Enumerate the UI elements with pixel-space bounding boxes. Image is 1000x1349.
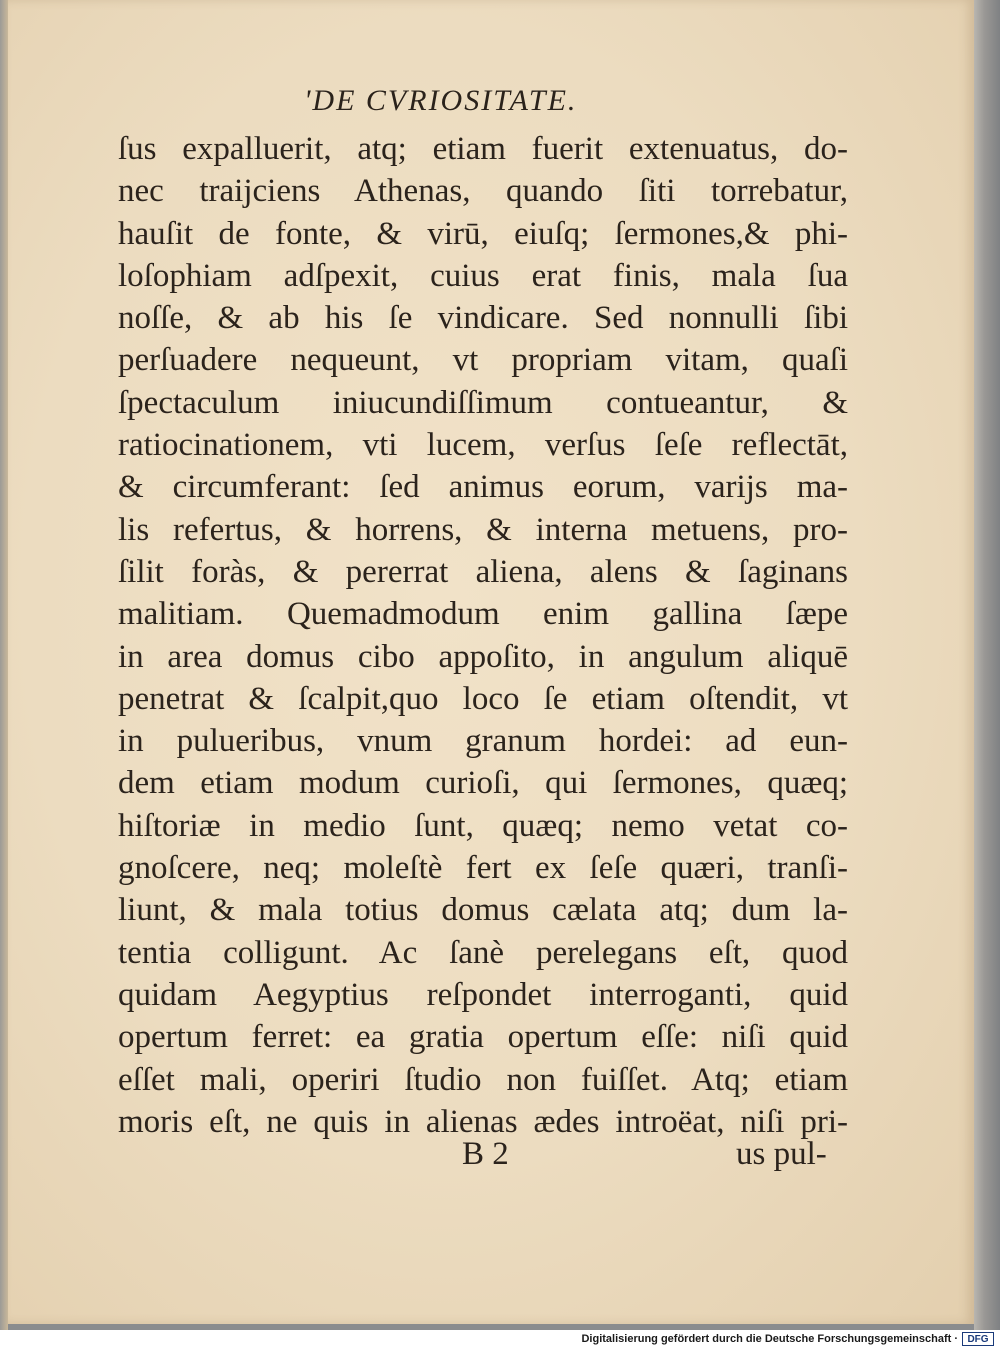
dfg-logo: DFG <box>962 1332 994 1346</box>
signature-mark: B 2 <box>462 1136 509 1172</box>
text-line: hiſtoriæ in medio ſunt, quæq; nemo vetat co- <box>118 807 848 844</box>
text-line: gnoſcere, neq; moleſtè fert ex ſeſe quæri, tranſi- <box>118 850 848 887</box>
text-line: perſuadere nequeunt, vt propriam vitam, quaſi <box>118 342 848 379</box>
digitization-credit: Digitalisierung gefördert durch die Deutsche Forschungsgemeinschaft · <box>581 1333 958 1345</box>
text-line: quidam Aegyptius reſpondet interroganti, quid <box>118 976 848 1013</box>
text-line: lis refertus, & horrens, & interna metuens, pro- <box>118 511 848 548</box>
text-line: in area domus cibo appoſito, in angulum aliquē <box>118 638 848 675</box>
page-right-edge <box>974 0 1000 1330</box>
text-line: loſophiam adſpexit, cuius erat finis, mala ſua <box>118 257 848 294</box>
catchword: us pul- <box>736 1136 827 1172</box>
text-line: ſilit foràs, & pererrat aliena, alens & ſaginans <box>118 553 848 590</box>
text-line: penetrat & ſcalpit,quo loco ſe etiam oſtendit, vt <box>118 680 848 717</box>
text-line: nec traijciens Athenas, quando ſiti torrebatur, <box>118 173 848 210</box>
text-line: ſpectaculum iniucundiſſimum contueantur, & <box>118 384 848 421</box>
page-left-edge <box>0 0 8 1330</box>
text-line: liunt, & mala totius domus cælata atq; dum la- <box>118 892 848 929</box>
text-line: hauſit de fonte, & virū, eiuſq; ſermones,& phi- <box>118 215 848 252</box>
text-line: opertum ferret: ea gratia opertum eſſe: niſi quid <box>118 1019 848 1056</box>
text-line: moris eſt, ne quis in alienas ædes introëat, niſi pri- <box>118 1103 848 1140</box>
text-line: tentia colligunt. Ac ſanè perelegans eſt, quod <box>118 934 848 971</box>
running-head: 'DE CVRIOSITATE. <box>304 84 578 117</box>
text-line: ſus expalluerit, atq; etiam fuerit extenuatus, do- <box>118 131 848 167</box>
text-line: & circumferant: ſed animus eorum, varijs ma- <box>118 469 848 506</box>
text-line: malitiam. Quemadmodum enim gallina ſæpe <box>118 596 848 633</box>
text-line: ratiocinationem, vti lucem, verſus ſeſe reflectāt, <box>118 427 848 464</box>
text-line: eſſet mali, operiri ſtudio non fuiſſet. Atq; etiam <box>118 1061 848 1098</box>
text-block <box>118 128 848 1143</box>
text-line: noſſe, & ab his ſe vindicare. Sed nonnulli ſibi <box>118 300 848 337</box>
text-line: in pulueribus, vnum granum hordei: ad eun- <box>118 723 848 760</box>
text-line: dem etiam modum curioſi, qui ſermones, quæq; <box>118 765 848 802</box>
